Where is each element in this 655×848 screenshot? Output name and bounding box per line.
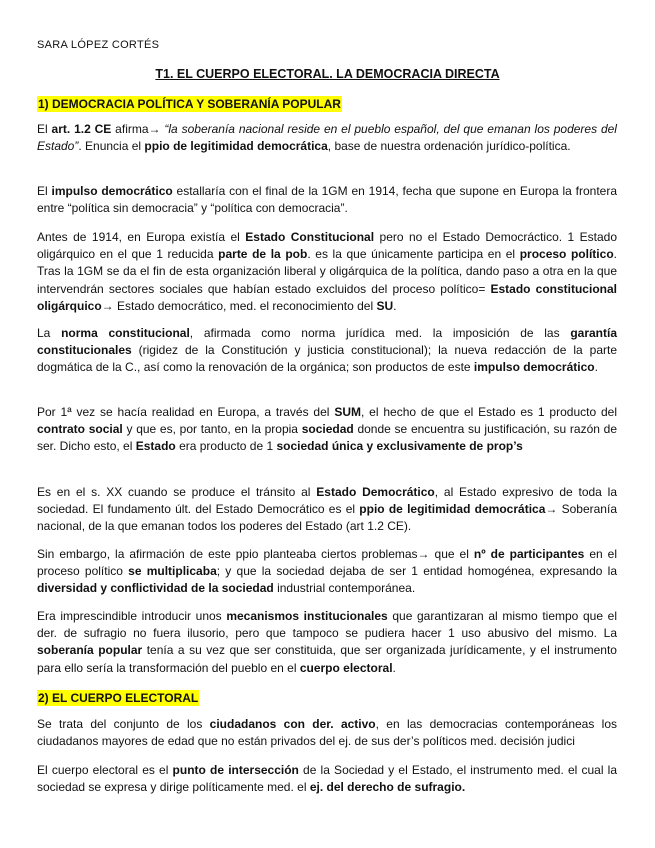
paragraph-5 xyxy=(37,404,617,456)
text-run: . xyxy=(393,298,397,313)
text-run: El cuerpo electoral es el xyxy=(37,763,173,777)
text-run: , afirmada como norma jurídica med. la imposición de las xyxy=(189,326,571,340)
text-run: . xyxy=(594,360,598,375)
author-name: SARA LÓPEZ CORTÉS xyxy=(37,39,160,51)
paragraph-7 xyxy=(37,546,617,598)
bold-text: proceso político xyxy=(519,247,614,262)
paragraph-3 xyxy=(37,229,617,315)
bold-text: impulso democrático xyxy=(473,360,595,375)
section-2-heading-text: 2) EL CUERPO ELECTORAL xyxy=(38,691,199,705)
text-run: El xyxy=(37,184,52,198)
bold-text: mecanismos institucionales xyxy=(226,609,388,623)
bold-text: norma constitucional xyxy=(61,326,190,340)
bold-text: impulso democrático xyxy=(51,184,173,198)
text-run: . Enuncia el xyxy=(78,139,145,154)
bold-text: Estado xyxy=(135,439,176,454)
text-run: en el proceso político xyxy=(37,547,617,579)
text-run: que garantizaran al mismo tiempo que el der. de sufragio no fuera ilusorio, pero que tampoco se pudiera hacer 1 uso abusivo del mismo. La xyxy=(37,609,617,641)
text-run: pero no el Estado Democráctico. 1 Estado oligárquico en el que 1 reducida xyxy=(37,230,618,262)
bold-text: sociedad única y exclusivamente de prop’s xyxy=(276,439,523,454)
paragraph-4 xyxy=(37,325,617,377)
bold-text: ciudadanos con der. activo xyxy=(209,717,376,731)
bold-text: contrato social xyxy=(37,422,123,437)
text-run: , al Estado expresivo de toda la sociedad. El fundamento últ. del Estado Democrático es el xyxy=(37,485,617,517)
bold-text: se multiplicaba xyxy=(128,564,217,579)
bold-text: Estado constitucional oligárquico xyxy=(37,281,617,313)
italic-quote: “la soberanía nacional reside en el pueblo español, del que emanan los poderes del Estado” xyxy=(37,122,617,154)
bold-text: garantía constitucionales xyxy=(37,326,618,358)
bold-text: parte de la pob xyxy=(218,247,308,262)
paragraph-9 xyxy=(37,716,617,750)
text-run: La xyxy=(37,326,62,340)
bold-text: art. 1.2 CE xyxy=(51,122,112,136)
bold-text: Estado Democrático xyxy=(316,485,435,499)
bold-text: cuerpo electoral xyxy=(299,660,393,675)
page-title xyxy=(0,67,655,81)
text-run: , el hecho de que el Estado es 1 producto del xyxy=(360,405,618,419)
text-run: de la Sociedad y el Estado, el instrumento med. el cual la sociedad se expresa y dirige políticamente med. el xyxy=(37,763,617,795)
bold-text: ppio de legitimidad democrática xyxy=(359,502,546,517)
paragraph-2 xyxy=(37,183,617,217)
section-1-heading-text: 1) DEMOCRACIA POLÍTICA Y SOBERANÍA POPULAR xyxy=(38,97,341,111)
text-run: donde se encuentra su justificación, su razón de ser. Dicho esto, el xyxy=(37,422,618,454)
text-run: Es en el s. XX cuando se produce el tránsito al xyxy=(37,485,317,499)
bold-text: soberanía popular xyxy=(37,643,143,658)
text-run: Se trata del conjunto de los xyxy=(37,717,210,731)
paragraph-1 xyxy=(37,121,617,155)
bold-text: punto de intersección xyxy=(172,763,299,777)
bold-text: ej. del derecho de sufragio. xyxy=(309,780,466,795)
bold-text: sociedad xyxy=(301,422,354,437)
text-run: ; y que la sociedad dejaba de ser 1 entidad homogénea, expresando la xyxy=(216,564,617,579)
text-run: . Tras la 1GM se da el fin de esta organización liberal y oligárquica de la política, dando paso a otra en la que intervendrán sectores sociales que habían estado excluidos del proceso político= xyxy=(37,247,617,296)
text-run: Antes de 1914, en Europa existía el xyxy=(37,230,246,244)
bold-text: SU xyxy=(376,298,394,313)
bold-text: nº de participantes xyxy=(473,547,585,561)
text-run: , base de nuestra ordenación jurídico-política. xyxy=(327,139,571,154)
paragraph-6 xyxy=(37,484,617,536)
section-1-heading xyxy=(37,97,342,111)
title-text: T1. EL CUERPO ELECTORAL. LA DEMOCRACIA DIRECTA xyxy=(155,67,500,81)
text-run: Sin embargo, la afirmación de este ppio planteaba ciertos problemas→ que el xyxy=(37,547,474,561)
text-run: El xyxy=(37,122,52,136)
text-run: → Soberanía nacional, de la que emanan todos los poderes del Estado (art 1.2 CE). xyxy=(37,502,617,534)
text-run: estallaría con el final de la 1GM en 1914, fecha que supone en Europa la frontera entre “política sin democracia” y “política con democracia”. xyxy=(37,184,617,216)
text-run: industrial contemporánea. xyxy=(273,581,416,596)
text-run: tenía a su vez que ser constituida, que ser organizada jurídicamente, y el instrumento para ello sería la transformación del pueblo en el xyxy=(37,643,617,675)
bold-text: Estado Constitucional xyxy=(245,230,375,244)
bold-text: SUM xyxy=(334,405,361,419)
text-run: , en las democracias contemporáneas los ciudadanos mayores de edad que no están privados del ej. de sus der’s políticos med. decisión judici xyxy=(37,717,618,749)
paragraph-8 xyxy=(37,608,617,677)
text-run: . xyxy=(392,660,396,675)
text-run: era producto de 1 xyxy=(175,439,277,454)
section-2-heading xyxy=(37,691,199,705)
text-run: Era imprescindible introducir unos xyxy=(37,609,227,623)
text-run: y que es, por tanto, en la propia xyxy=(122,422,302,437)
text-run: → Estado democrático, med. el reconocimiento del xyxy=(101,298,377,313)
text-run: (rigidez de la Constitución y justicia constitucional); la nueva redacción de la parte dogmática de la C., así como la renovación de la orgánica; son productos de este xyxy=(37,343,617,375)
bold-text: diversidad y conflictividad de la sociedad xyxy=(37,581,274,596)
text-run: afirma→ xyxy=(111,122,165,136)
text-run: . es la que únicamente participa en el xyxy=(307,247,520,262)
bold-text: ppio de legitimidad democrática xyxy=(144,139,328,154)
paragraph-10 xyxy=(37,762,617,796)
text-run: Por 1ª vez se hacía realidad en Europa, a través del xyxy=(37,405,335,419)
